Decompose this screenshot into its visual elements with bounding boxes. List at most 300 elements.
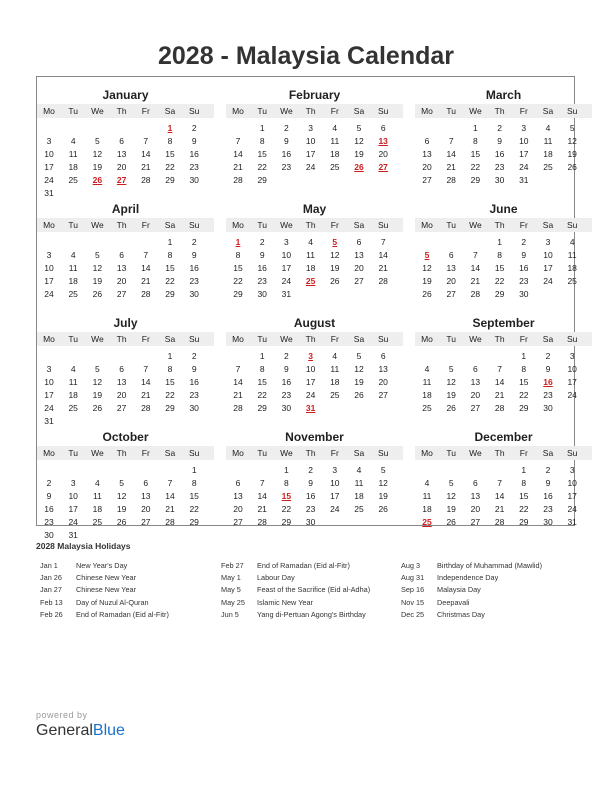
day-cell: 20 [141,504,151,514]
weekday-header [226,104,403,118]
day-cell: 17 [519,149,529,159]
day-cell: 6 [143,478,149,488]
weekday-label: Tu [257,106,267,116]
day-cell: 10 [281,250,292,260]
day-cell: 2 [191,351,197,361]
weekday-label: Sa [353,106,365,116]
weekday-label: Th [494,220,505,230]
day-cell: 9 [191,136,197,146]
weekday-label: Tu [68,220,78,230]
day-cell: 19 [378,491,388,501]
day-cell: 28 [494,517,505,527]
month-name: May [302,202,327,216]
day-cell: 14 [141,263,151,273]
day-cell: 27 [470,517,481,527]
day-cell: 15 [257,377,267,387]
day-cell: 15 [165,377,175,387]
day-cell: 23 [543,390,553,400]
day-cell: 5 [448,364,454,374]
day-cell: 10 [44,377,54,387]
holiday-day: 5 [332,237,338,247]
weekday-label: We [469,106,482,116]
day-cell: 25 [68,289,78,299]
weekday-label: Fr [519,220,528,230]
day-cell: 17 [44,162,54,172]
weekday-label: Tu [257,334,267,344]
weekday-label: Sa [353,334,365,344]
weekday-header [226,446,403,460]
day-cell: 17 [305,377,316,387]
day-cell: 27 [116,403,127,413]
day-cell: 15 [257,149,267,159]
day-cell: 2 [521,237,527,247]
holiday-day: 26 [354,162,364,172]
day-cell: 12 [354,136,364,146]
day-cell: 5 [356,123,362,133]
weekday-label: We [91,448,104,458]
day-cell: 24 [68,517,78,527]
day-cell: 26 [567,162,577,172]
day-cell: 29 [165,403,175,413]
day-cell: 12 [116,491,127,501]
day-cell: 25 [330,162,340,172]
weekday-label: Tu [446,334,456,344]
day-cell: 2 [46,478,52,488]
weekday-label: Th [494,106,505,116]
day-cell: 16 [281,149,292,159]
day-cell: 22 [281,504,292,514]
month-name: October [102,430,149,444]
weekday-label: Sa [542,448,554,458]
day-cell: 31 [519,175,529,185]
day-cell: 11 [567,250,577,260]
weekday-label: Tu [257,448,267,458]
day-cell: 23 [257,276,267,286]
day-cell: 9 [259,250,265,260]
weekday-label: Su [377,220,389,230]
day-cell: 5 [380,465,386,475]
holiday-name: Feast of the Sacrifice (Eid al-Adha) [257,585,371,595]
weekday-label: Sa [164,106,176,116]
weekday-label: Sa [353,220,365,230]
day-cell: 14 [233,149,243,159]
day-cell: 7 [473,250,478,260]
day-cell: 26 [92,289,103,299]
holiday-date: Jan 26 [40,573,62,583]
day-cell: 30 [305,517,316,527]
day-cell: 9 [497,136,502,146]
day-cell: 7 [143,364,149,374]
day-cell: 4 [332,351,338,361]
month-november [226,423,403,535]
holiday-date: Jun 5 [221,609,239,619]
day-cell: 2 [284,123,289,133]
day-cell: 21 [470,276,481,286]
month-name: March [485,88,522,102]
day-cell: 24 [44,289,54,299]
holiday-day: 3 [308,351,313,361]
day-cell: 20 [116,276,127,286]
day-cell: 22 [494,276,505,286]
day-cell: 16 [189,263,199,273]
day-cell: 23 [281,390,292,400]
day-cell: 21 [165,504,175,514]
weekday-label: Tu [68,334,78,344]
weekday-label: Mo [232,220,244,230]
holiday-name: Birthday of Muhammad (Mawlid) [437,561,543,570]
holiday-name: Christmas Day [437,609,485,619]
weekday-label: Fr [330,220,339,230]
day-cell: 12 [446,491,456,501]
day-cell: 6 [473,364,478,374]
weekday-label: Mo [421,220,433,230]
weekday-label: Sa [164,220,176,230]
day-cell: 13 [422,149,432,159]
month-october [37,423,214,540]
day-cell: 28 [141,175,151,185]
day-cell: 28 [494,403,505,413]
day-cell: 10 [44,263,54,273]
day-cell: 11 [306,250,315,260]
day-cell: 12 [422,263,432,273]
day-cell: 2 [497,123,502,133]
day-cell: 10 [567,478,577,488]
day-cell: 18 [92,504,103,514]
weekday-label: Sa [164,334,176,344]
day-cell: 24 [44,403,54,413]
day-cell: 8 [167,136,173,146]
month-name: January [102,88,149,102]
day-cell: 17 [330,491,340,501]
day-cell: 29 [257,175,267,185]
weekday-label: Mo [43,106,55,116]
day-cell: 29 [281,517,292,527]
day-cell: 3 [521,123,527,133]
day-cell: 22 [257,390,267,400]
day-cell: 22 [233,276,243,286]
month-name: September [472,316,535,330]
day-cell: 25 [68,175,78,185]
day-cell: 26 [330,276,340,286]
day-cell: 22 [519,504,529,514]
day-cell: 7 [235,364,241,374]
day-cell: 21 [141,390,151,400]
day-cell: 13 [116,149,127,159]
day-cell: 16 [44,504,54,514]
month-april [37,195,214,307]
weekday-label: Fr [141,220,150,230]
weekday-label: Sa [542,220,554,230]
day-cell: 20 [378,149,388,159]
day-cell: 18 [68,162,78,172]
weekday-label: Mo [232,334,244,344]
day-cell: 9 [46,491,52,501]
weekday-label: We [280,448,293,458]
weekday-label: Fr [141,106,150,116]
weekday-label: We [469,220,482,230]
day-cell: 22 [519,390,529,400]
day-cell: 10 [305,136,316,146]
day-cell: 22 [165,276,175,286]
day-cell: 2 [545,465,551,475]
day-cell: 8 [497,250,502,260]
day-cell: 25 [92,517,103,527]
day-cell: 7 [259,478,265,488]
day-cell: 22 [165,390,175,400]
day-cell: 10 [305,364,316,374]
holiday-date: Jan 1 [40,561,58,570]
brand-logo[interactable] [36,710,125,740]
day-cell: 19 [446,390,456,400]
day-cell: 17 [543,263,553,273]
day-cell: 27 [378,390,388,400]
weekday-label: Fr [519,448,528,458]
holiday-name: New Year's Day [76,561,128,570]
day-cell: 9 [308,478,313,488]
day-cell: 28 [165,517,175,527]
day-cell: 7 [380,237,386,247]
day-cell: 4 [308,237,313,247]
day-cell: 5 [95,250,100,260]
weekday-label: Fr [141,334,150,344]
day-cell: 12 [92,263,103,273]
day-cell: 30 [494,175,505,185]
day-cell: 24 [519,162,529,172]
day-cell: 30 [189,289,199,299]
weekday-label: We [469,334,482,344]
day-cell: 15 [165,149,175,159]
day-cell: 1 [259,351,265,361]
day-cell: 16 [519,263,529,273]
day-cell: 28 [378,276,388,286]
day-cell: 16 [305,491,316,501]
day-cell: 19 [354,377,364,387]
day-cell: 14 [470,263,481,273]
weekday-label: Su [566,448,578,458]
holiday-date: Feb 26 [40,609,63,619]
day-cell: 15 [189,491,199,501]
day-cell: 19 [116,504,127,514]
day-cell: 14 [257,491,267,501]
day-cell: 29 [519,517,529,527]
day-cell: 25 [354,504,364,514]
day-cell: 25 [567,276,577,286]
weekday-label: Fr [519,106,528,116]
calendar-grid [36,76,578,540]
day-cell: 19 [92,276,103,286]
day-cell: 5 [95,136,100,146]
weekday-label: Fr [519,334,528,344]
day-cell: 11 [92,491,102,501]
day-cell: 26 [446,403,456,413]
brand-name-part1: General [36,722,93,739]
day-cell: 4 [70,250,76,260]
weekday-label: Su [188,106,200,116]
day-cell: 31 [68,530,78,540]
weekday-label: We [280,220,293,230]
day-cell: 23 [189,276,199,286]
day-cell: 1 [167,237,173,247]
day-cell: 1 [284,465,289,475]
day-cell: 13 [354,250,364,260]
day-cell: 11 [330,136,340,146]
holiday-day: 31 [305,403,316,413]
holiday-name: End of Ramadan (Eid al-Fitr) [76,609,169,619]
day-cell: 7 [448,136,454,146]
holiday-name: Day of Nuzul Al-Quran [76,597,149,607]
day-cell: 26 [116,517,127,527]
month-name: July [113,316,138,330]
day-cell: 2 [284,351,289,361]
day-cell: 30 [257,289,267,299]
holiday-date: Jan 27 [40,585,62,595]
day-cell: 9 [191,250,197,260]
weekday-label: Su [566,220,578,230]
day-cell: 18 [305,263,316,273]
day-cell: 6 [119,364,124,374]
day-cell: 6 [119,250,124,260]
day-cell: 20 [422,162,432,172]
day-cell: 3 [46,364,52,374]
day-cell: 6 [473,478,478,488]
day-cell: 25 [422,403,432,413]
day-cell: 21 [141,162,151,172]
month-name: February [288,88,341,102]
weekday-label: Mo [43,220,55,230]
day-cell: 7 [143,136,149,146]
day-cell: 6 [448,250,454,260]
day-cell: 6 [235,478,241,488]
day-cell: 27 [446,289,456,299]
day-cell: 20 [233,504,243,514]
day-cell: 14 [494,377,505,387]
holiday-date: Aug 3 [401,561,421,570]
day-cell: 5 [448,478,454,488]
holiday-date: Feb 13 [40,597,63,607]
weekday-label: Mo [43,448,55,458]
holiday-date: Nov 15 [401,597,425,607]
weekday-label: Tu [68,106,78,116]
day-cell: 8 [167,364,173,374]
weekday-label: Su [377,334,389,344]
day-cell: 1 [521,351,527,361]
weekday-label: Su [188,220,200,230]
holiday-day: 27 [116,175,127,185]
day-cell: 29 [494,289,505,299]
day-cell: 16 [189,149,199,159]
weekday-label: Fr [330,334,339,344]
weekday-label: Su [188,334,200,344]
day-cell: 14 [141,149,151,159]
day-cell: 9 [284,136,289,146]
day-cell: 23 [305,504,316,514]
weekday-label: We [91,220,104,230]
weekday-label: We [91,106,104,116]
holiday-day: 25 [305,276,316,286]
day-cell: 1 [259,123,265,133]
day-cell: 10 [567,364,577,374]
day-cell: 9 [521,250,527,260]
day-cell: 29 [165,289,175,299]
day-cell: 3 [332,465,338,475]
day-cell: 8 [473,136,478,146]
day-cell: 24 [44,175,54,185]
day-cell: 24 [305,390,316,400]
weekday-label: Th [494,448,505,458]
day-cell: 27 [422,175,432,185]
day-cell: 1 [521,465,527,475]
day-cell: 13 [141,491,151,501]
holiday-date: Feb 27 [221,561,244,570]
day-cell: 16 [189,377,199,387]
day-cell: 8 [259,364,265,374]
day-cell: 31 [281,289,292,299]
day-cell: 18 [567,263,577,273]
day-cell: 23 [44,517,54,527]
weekday-label: We [280,106,293,116]
page-title: 2028 - Malaysia Calendar [158,42,454,70]
month-name: April [111,202,140,216]
day-cell: 1 [167,351,173,361]
brand-name-part2: Blue [92,722,125,739]
day-cell: 18 [422,390,432,400]
day-cell: 23 [189,390,199,400]
day-cell: 31 [44,416,54,426]
day-cell: 14 [233,377,243,387]
day-cell: 28 [233,175,243,185]
weekday-label: Sa [542,106,554,116]
day-cell: 23 [519,276,529,286]
month-name: December [474,430,533,444]
day-cell: 12 [354,364,364,374]
day-cell: 6 [380,123,386,133]
day-cell: 30 [281,403,292,413]
weekday-label: We [280,334,293,344]
holiday-day: 13 [378,136,388,146]
weekday-header [415,332,592,346]
day-cell: 17 [305,149,316,159]
day-cell: 19 [92,162,103,172]
day-cell: 11 [354,478,364,488]
holiday-name: Yang di-Pertuan Agong's Birthday [257,609,366,619]
day-cell: 22 [470,162,481,172]
day-cell: 27 [141,517,151,527]
day-cell: 16 [494,149,505,159]
day-cell: 21 [494,390,505,400]
day-cell: 23 [189,162,199,172]
day-cell: 9 [545,478,551,488]
day-cell: 17 [44,390,54,400]
weekday-label: Su [188,448,200,458]
day-cell: 17 [68,504,78,514]
day-cell: 21 [233,390,243,400]
day-cell: 25 [68,403,78,413]
weekday-label: Mo [421,334,433,344]
day-cell: 11 [68,377,78,387]
day-cell: 18 [354,491,364,501]
weekday-label: Tu [68,448,78,458]
day-cell: 15 [519,491,529,501]
holiday-date: May 25 [221,597,245,607]
month-may [226,195,403,307]
month-august [226,309,403,421]
weekday-label: We [469,448,482,458]
day-cell: 10 [44,149,54,159]
day-cell: 18 [68,390,78,400]
weekday-header [37,218,214,232]
day-cell: 4 [70,136,76,146]
weekday-label: Su [377,448,389,458]
